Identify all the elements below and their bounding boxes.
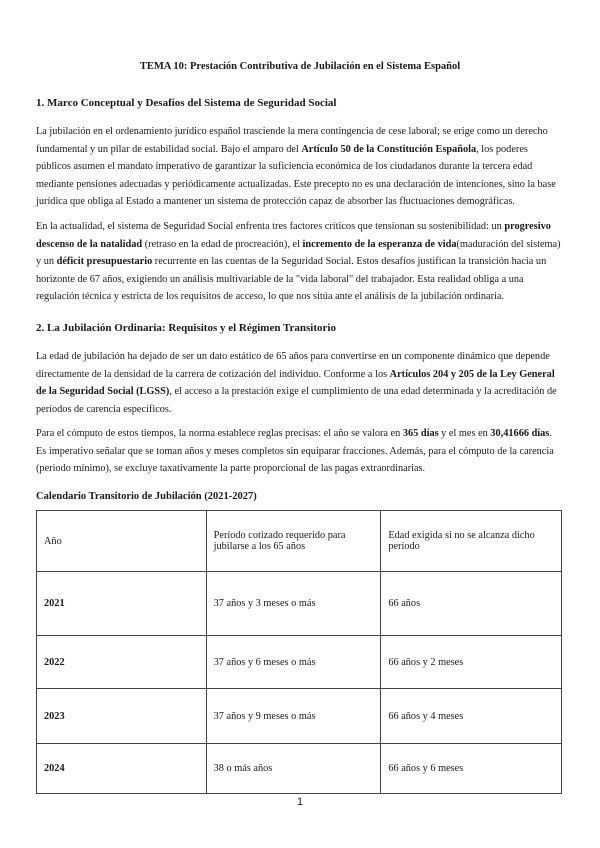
table-header-row [37,511,562,572]
section-2-paragraph-2: Para el cómputo de estos tiempos, la norma establece reglas precisas: el año se valora en 365 días y el mes en 30,41666 días. Es imperativo señalar que se toman años y meses completos sin equiparar fracciones. Además, para el cómputo de la carencia (periodo mínimo), se excluye taxativamente la parte proporcional de las pagas extraordinarias. [36,428,554,475]
section-1-paragraph-1: La jubilación en el ordenamiento jurídico español trasciende la mera contingencia de cese laboral; se erige como un derecho fundamental y un pilar de estabilidad social. Bajo el amparo del Artículo 50 de la Constitución Española, los poderes públicos asumen el mandato imperativo de garantizar la suficiencia económica de los ciudadanos durante la tercera edad mediante pensiones adecuadas y periódicamente actualizadas. Este precepto no es una declaración de intenciones, sino la base jurídica que obliga al Estado a mantener un sistema de protección capaz de absorber las fluctuaciones demográficas. [36,126,556,208]
cell-age: 66 años [381,572,562,636]
header-cell-required-age: Edad exigida si no se alcanza dicho período [381,511,562,572]
cell-period: 38 o más años [206,744,381,794]
table-row [37,744,562,794]
section-1-heading: 1. Marco Conceptual y Desafíos del Sistema de Seguridad Social [36,97,337,109]
cell-year: 2023 [37,689,207,744]
cell-period: 37 años y 3 meses o más [206,572,381,636]
table-caption: Calendario Transitorio de Jubilación (2021-2027) [36,491,257,502]
cell-age: 66 años y 6 meses [381,744,562,794]
section-1-paragraph-2: En la actualidad, el sistema de Seguridad Social enfrenta tres factores críticos que tensionan su sostenibilidad: un progresivo descenso de la natalidad (retraso en la edad de procreación), el incremento de la esperanza de vida(maduración del sistema) y un déficit presupuestario recurrente en las cuentas de la Seguridad Social. Estos desafíos justifican la transición hacia un horizonte de 67 años, exigiendo un análisis multivariable de la "vida laboral" del trabajador. Esta realidad obliga a una regulación técnica y estricta de los requisitos de acceso, lo que nos sitúa ante el análisis de la jubilación ordinaria. [36,221,561,303]
page-number: 1 [296,796,304,808]
section-2-paragraph-1: La edad de jubilación ha dejado de ser un dato estático de 65 años para convertirse en un componente dinámico que depende directamente de la densidad de la carrera de cotización del individuo. Conforme a los Artículos 204 y 205 de la Ley General de la Seguridad Social (LGSS), el acceso a la prestación exige el cumplimiento de una edad determinada y la acreditación de períodos de carencia específicos. [36,351,557,415]
cell-year: 2022 [37,636,207,689]
cell-period: 37 años y 9 meses o más [206,689,381,744]
cell-year: 2024 [37,744,207,794]
header-cell-required-period: Período cotizado requerido para jubilarse a los 65 años [206,511,381,572]
section-2-heading: 2. La Jubilación Ordinaria: Requisitos y el Régimen Transitorio [36,322,336,334]
table-row [37,572,562,636]
cell-age: 66 años y 4 meses [381,689,562,744]
table-row [37,689,562,744]
document-title: TEMA 10: Prestación Contributiva de Jubilación en el Sistema Español [139,61,461,72]
table-row [37,636,562,689]
cell-year: 2021 [37,572,207,636]
header-cell-year: Año [37,511,207,572]
cell-period: 37 años y 6 meses o más [206,636,381,689]
retirement-calendar-table [36,510,562,794]
cell-age: 66 años y 2 meses [381,636,562,689]
